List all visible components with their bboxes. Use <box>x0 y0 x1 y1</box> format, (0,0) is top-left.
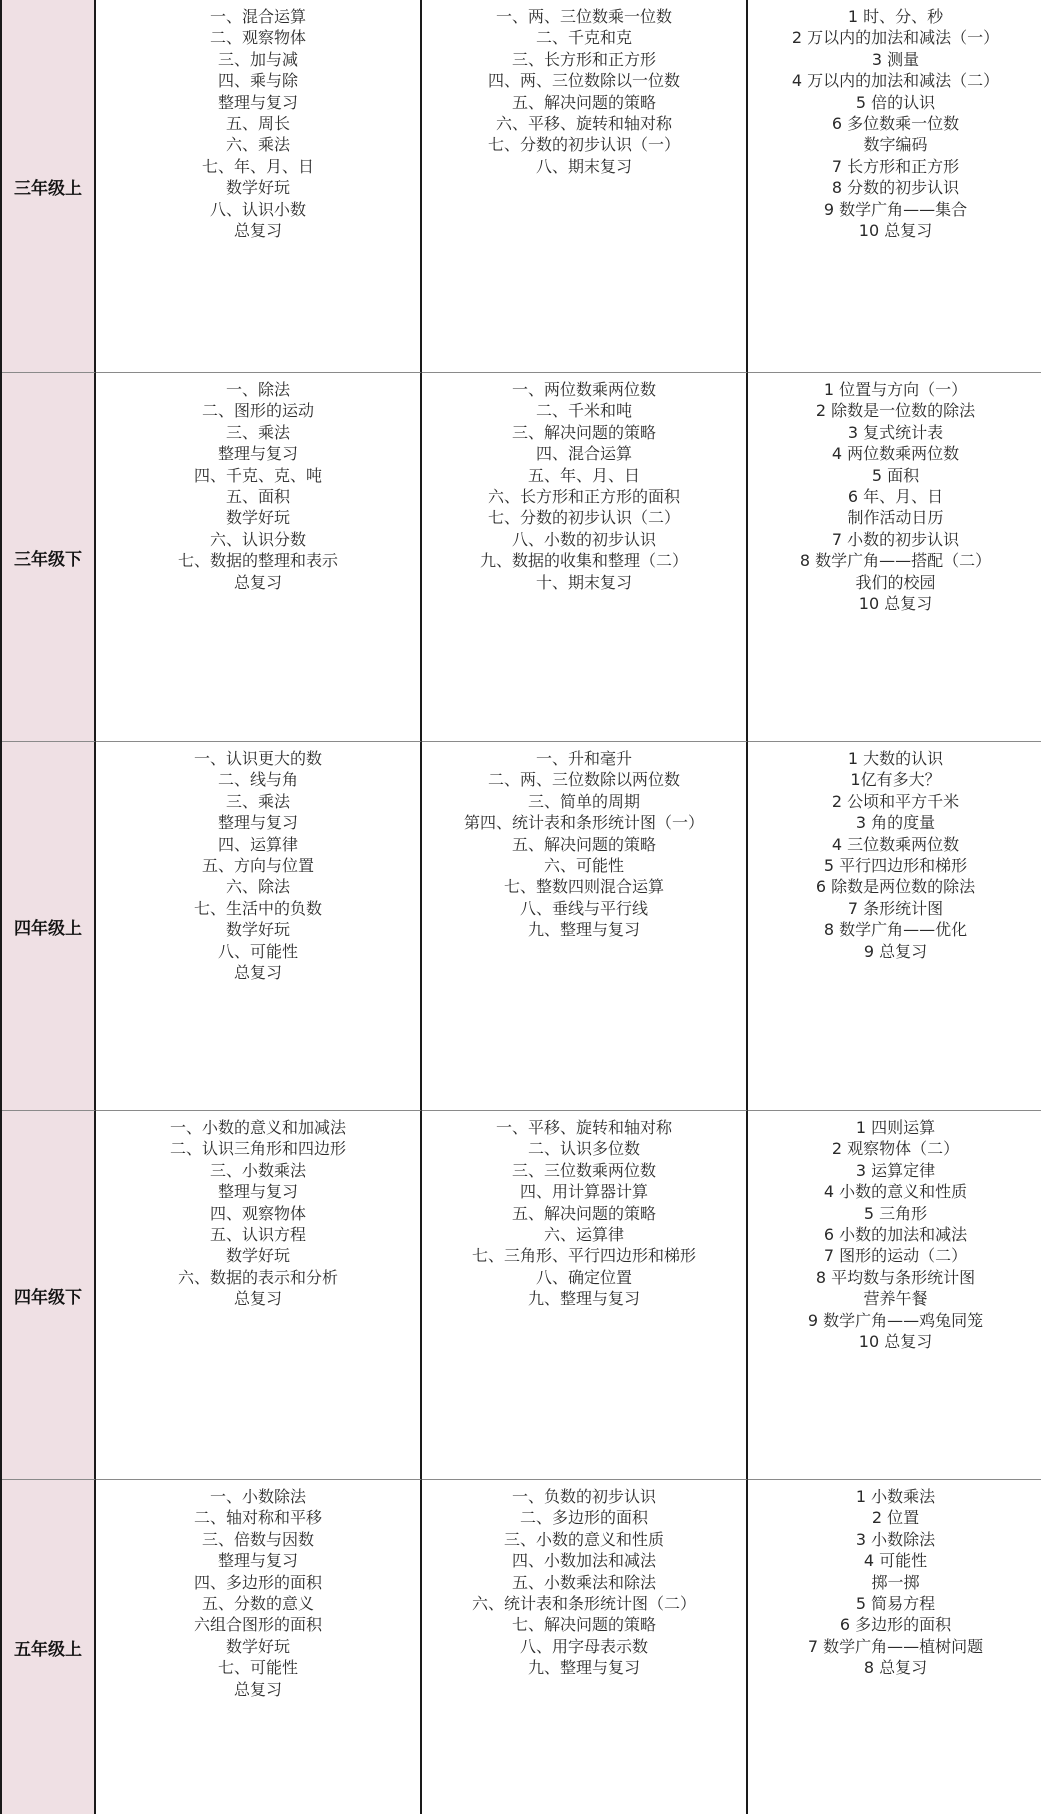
chapter-entry: 1 位置与方向（一） <box>823 380 968 399</box>
chapter-entry: 六、运算律 <box>543 1225 624 1245</box>
chapter-entry: 七、分数的初步认识（二） <box>487 508 680 528</box>
chapter-entry: 3 小数除法 <box>855 1529 936 1549</box>
chapter-entry: 二、线与角 <box>217 770 298 790</box>
chapter-entry: 4 万以内的加法和减法（二） <box>791 71 1000 91</box>
chapter-entry: 四、运算律 <box>217 834 298 854</box>
chapter-entry: 八、期末复习 <box>535 156 632 176</box>
chapter-entry: 4 小数的意义和性质 <box>823 1182 968 1202</box>
chapter-entry: 2 位置 <box>871 1508 920 1528</box>
grade-label: 三年级下 <box>2 373 96 742</box>
curriculum-cell-col2 <box>422 373 748 742</box>
chapter-entry: 总复习 <box>233 221 282 241</box>
chapter-entry: 数学好玩 <box>225 178 290 198</box>
chapter-entry: 二、千克和克 <box>535 28 632 48</box>
chapter-entry: 八、认识小数 <box>209 199 306 219</box>
chapter-entry: 4 三位数乘两位数 <box>831 834 960 854</box>
chapter-entry: 1 四则运算 <box>855 1118 936 1137</box>
curriculum-cell-col1 <box>96 742 422 1111</box>
chapter-entry: 七、整数四则混合运算 <box>503 877 664 897</box>
chapter-entry: 七、可能性 <box>217 1658 298 1678</box>
grade-label: 四年级上 <box>2 742 96 1111</box>
chapter-entry: 四、用计算器计算 <box>519 1182 648 1202</box>
curriculum-cell-col3 <box>748 373 1041 742</box>
chapter-entry: 整理与复习 <box>217 813 298 833</box>
chapter-entry: 掷一掷 <box>871 1572 920 1592</box>
chapter-entry: 五、分数的意义 <box>201 1594 314 1614</box>
chapter-entry: 3 角的度量 <box>855 813 936 833</box>
chapter-entry: 8 数学广角——搭配（二） <box>799 551 992 571</box>
chapter-entry: 5 面积 <box>871 465 920 485</box>
chapter-entry: 七、三角形、平行四边形和梯形 <box>471 1246 696 1266</box>
chapter-entry: 3 复式统计表 <box>847 422 944 442</box>
chapter-entry: 2 观察物体（二） <box>831 1139 960 1159</box>
curriculum-cell-col1 <box>96 373 422 742</box>
chapter-entry: 制作活动日历 <box>847 508 944 528</box>
chapter-entry: 整理与复习 <box>217 92 298 112</box>
chapter-entry: 四、乘与除 <box>217 71 298 91</box>
chapter-entry: 一、升和毫升 <box>535 749 632 768</box>
chapter-entry: 三、解决问题的策略 <box>511 422 656 442</box>
chapter-entry: 五、认识方程 <box>209 1225 306 1245</box>
chapter-entry: 七、年、月、日 <box>201 156 314 176</box>
chapter-entry: 9 数学广角——鸡兔同笼 <box>807 1310 984 1330</box>
chapter-entry: 5 三角形 <box>863 1203 928 1223</box>
chapter-entry: 营养午餐 <box>863 1289 928 1309</box>
chapter-entry: 六、可能性 <box>543 856 624 876</box>
chapter-entry: 二、多边形的面积 <box>519 1508 648 1528</box>
chapter-entry: 8 数学广角——优化 <box>823 920 968 940</box>
grade-label: 四年级下 <box>2 1111 96 1480</box>
curriculum-cell-col1 <box>96 1111 422 1480</box>
curriculum-cell-col3 <box>748 0 1041 373</box>
chapter-entry: 三、简单的周期 <box>527 791 640 811</box>
chapter-entry: 2 公顷和平方千米 <box>831 791 960 811</box>
chapter-entry: 一、小数除法 <box>209 1487 306 1506</box>
chapter-entry: 五、方向与位置 <box>201 856 314 876</box>
chapter-entry: 一、两、三位数乘一位数 <box>495 7 672 26</box>
chapter-entry: 7 数学广角——植树问题 <box>807 1636 984 1656</box>
chapter-entry: 二、观察物体 <box>209 28 306 48</box>
curriculum-cell-col3 <box>748 1480 1041 1814</box>
chapter-entry: 三、三位数乘两位数 <box>511 1160 656 1180</box>
chapter-entry: 四、观察物体 <box>209 1203 306 1223</box>
chapter-entry: 九、整理与复习 <box>527 1658 640 1678</box>
chapter-entry: 四、混合运算 <box>535 444 632 464</box>
chapter-entry: 二、轴对称和平移 <box>193 1508 322 1528</box>
chapter-entry: 七、解决问题的策略 <box>511 1615 656 1635</box>
chapter-entry: 六、认识分数 <box>209 529 306 549</box>
chapter-entry: 三、长方形和正方形 <box>511 49 656 69</box>
chapter-entry: 第四、统计表和条形统计图（一） <box>463 813 704 833</box>
chapter-entry: 五、解决问题的策略 <box>511 1203 656 1223</box>
chapter-entry: 6 多位数乘一位数 <box>831 114 960 134</box>
chapter-entry: 8 总复习 <box>863 1658 928 1678</box>
chapter-entry: 7 长方形和正方形 <box>831 156 960 176</box>
chapter-entry: 三、加与减 <box>217 49 298 69</box>
chapter-entry: 二、认识多位数 <box>527 1139 640 1159</box>
chapter-entry: 五、周长 <box>225 114 290 134</box>
chapter-entry: 六、数据的表示和分析 <box>177 1267 338 1287</box>
grade-label: 五年级上 <box>2 1480 96 1814</box>
chapter-entry: 八、用字母表示数 <box>519 1636 648 1656</box>
chapter-entry: 7 小数的初步认识 <box>831 529 960 549</box>
chapter-entry: 四、多边形的面积 <box>193 1572 322 1592</box>
chapter-entry: 整理与复习 <box>217 1551 298 1571</box>
chapter-entry: 7 条形统计图 <box>847 898 944 918</box>
chapter-entry: 5 平行四边形和梯形 <box>823 856 968 876</box>
chapter-entry: 数学好玩 <box>225 920 290 940</box>
chapter-entry: 总复习 <box>233 963 282 983</box>
curriculum-cell-col2 <box>422 1480 748 1814</box>
chapter-entry: 三、小数乘法 <box>209 1160 306 1180</box>
chapter-entry: 6 小数的加法和减法 <box>823 1225 968 1245</box>
chapter-entry: 9 总复习 <box>863 941 928 961</box>
chapter-entry: 整理与复习 <box>217 444 298 464</box>
chapter-entry: 六、统计表和条形统计图（二） <box>471 1594 696 1614</box>
chapter-entry: 数学好玩 <box>225 508 290 528</box>
chapter-entry: 2 万以内的加法和减法（一） <box>791 28 1000 48</box>
chapter-entry: 九、整理与复习 <box>527 920 640 940</box>
chapter-entry: 6 多边形的面积 <box>839 1615 952 1635</box>
chapter-entry: 1 时、分、秒 <box>847 7 944 26</box>
chapter-entry: 二、图形的运动 <box>201 401 314 421</box>
chapter-entry: 1 小数乘法 <box>855 1487 936 1506</box>
chapter-entry: 二、两、三位数除以两位数 <box>487 770 680 790</box>
chapter-entry: 三、乘法 <box>225 791 290 811</box>
curriculum-cell-col1 <box>96 1480 422 1814</box>
chapter-entry: 四、千克、克、吨 <box>193 465 322 485</box>
chapter-entry: 6 年、月、日 <box>847 487 944 507</box>
chapter-entry: 一、平移、旋转和轴对称 <box>495 1118 672 1137</box>
chapter-entry: 六组合图形的面积 <box>193 1615 322 1635</box>
chapter-entry: 七、分数的初步认识（一） <box>487 135 680 155</box>
chapter-entry: 10 总复习 <box>858 221 933 241</box>
chapter-entry: 七、数据的整理和表示 <box>177 551 338 571</box>
chapter-entry: 一、混合运算 <box>209 7 306 26</box>
chapter-entry: 9 数学广角——集合 <box>823 199 968 219</box>
chapter-entry: 八、小数的初步认识 <box>511 529 656 549</box>
curriculum-cell-col1 <box>96 0 422 373</box>
chapter-entry: 五、小数乘法和除法 <box>511 1572 656 1592</box>
chapter-entry: 三、乘法 <box>225 422 290 442</box>
grade-label: 三年级上 <box>2 0 96 373</box>
chapter-entry: 一、小数的意义和加减法 <box>169 1118 346 1137</box>
chapter-entry: 八、确定位置 <box>535 1267 632 1287</box>
chapter-entry: 八、垂线与平行线 <box>519 898 648 918</box>
chapter-entry: 1 大数的认识 <box>847 749 944 768</box>
chapter-entry: 总复习 <box>233 1289 282 1309</box>
chapter-entry: 九、数据的收集和整理（二） <box>479 551 688 571</box>
chapter-entry: 二、千米和吨 <box>535 401 632 421</box>
chapter-entry: 六、除法 <box>225 877 290 897</box>
chapter-entry: 五、解决问题的策略 <box>511 834 656 854</box>
chapter-entry: 六、长方形和正方形的面积 <box>487 487 680 507</box>
chapter-entry: 六、乘法 <box>225 135 290 155</box>
chapter-entry: 5 简易方程 <box>855 1594 936 1614</box>
curriculum-cell-col3 <box>748 1111 1041 1480</box>
chapter-entry: 5 倍的认识 <box>855 92 936 112</box>
chapter-entry: 一、负数的初步认识 <box>511 1487 656 1506</box>
chapter-entry: 五、年、月、日 <box>527 465 640 485</box>
chapter-entry: 五、解决问题的策略 <box>511 92 656 112</box>
chapter-entry: 2 除数是一位数的除法 <box>815 401 976 421</box>
chapter-entry: 10 总复习 <box>858 594 933 614</box>
chapter-entry: 整理与复习 <box>217 1182 298 1202</box>
curriculum-cell-col2 <box>422 1111 748 1480</box>
chapter-entry: 十、期末复习 <box>535 572 632 592</box>
chapter-entry: 九、整理与复习 <box>527 1289 640 1309</box>
chapter-entry: 一、两位数乘两位数 <box>511 380 656 399</box>
chapter-entry: 八、可能性 <box>217 941 298 961</box>
chapter-entry: 8 平均数与条形统计图 <box>815 1267 976 1287</box>
chapter-entry: 三、倍数与因数 <box>201 1529 314 1549</box>
chapter-entry: 数学好玩 <box>225 1636 290 1656</box>
chapter-entry: 一、除法 <box>225 380 290 399</box>
chapter-entry: 五、面积 <box>225 487 290 507</box>
chapter-entry: 我们的校园 <box>855 572 936 592</box>
curriculum-cell-col3 <box>748 742 1041 1111</box>
chapter-entry: 6 除数是两位数的除法 <box>815 877 976 897</box>
chapter-entry: 7 图形的运动（二） <box>823 1246 968 1266</box>
curriculum-cell-col2 <box>422 0 748 373</box>
chapter-entry: 1亿有多大？ <box>850 770 941 790</box>
chapter-entry: 数学好玩 <box>225 1246 290 1266</box>
chapter-entry: 三、小数的意义和性质 <box>503 1529 664 1549</box>
chapter-entry: 一、认识更大的数 <box>193 749 322 768</box>
curriculum-cell-col2 <box>422 742 748 1111</box>
chapter-entry: 四、两、三位数除以一位数 <box>487 71 680 91</box>
chapter-entry: 4 两位数乘两位数 <box>831 444 960 464</box>
chapter-entry: 4 可能性 <box>863 1551 928 1571</box>
chapter-entry: 七、生活中的负数 <box>193 898 322 918</box>
chapter-entry: 数字编码 <box>863 135 928 155</box>
chapter-entry: 10 总复习 <box>858 1332 933 1352</box>
chapter-entry: 8 分数的初步认识 <box>831 178 960 198</box>
chapter-entry: 总复习 <box>233 572 282 592</box>
chapter-entry: 六、平移、旋转和轴对称 <box>495 114 672 134</box>
chapter-entry: 总复习 <box>233 1679 282 1699</box>
chapter-entry: 二、认识三角形和四边形 <box>169 1139 346 1159</box>
chapter-entry: 3 运算定律 <box>855 1160 936 1180</box>
chapter-entry: 四、小数加法和减法 <box>511 1551 656 1571</box>
chapter-entry: 3 测量 <box>871 49 920 69</box>
